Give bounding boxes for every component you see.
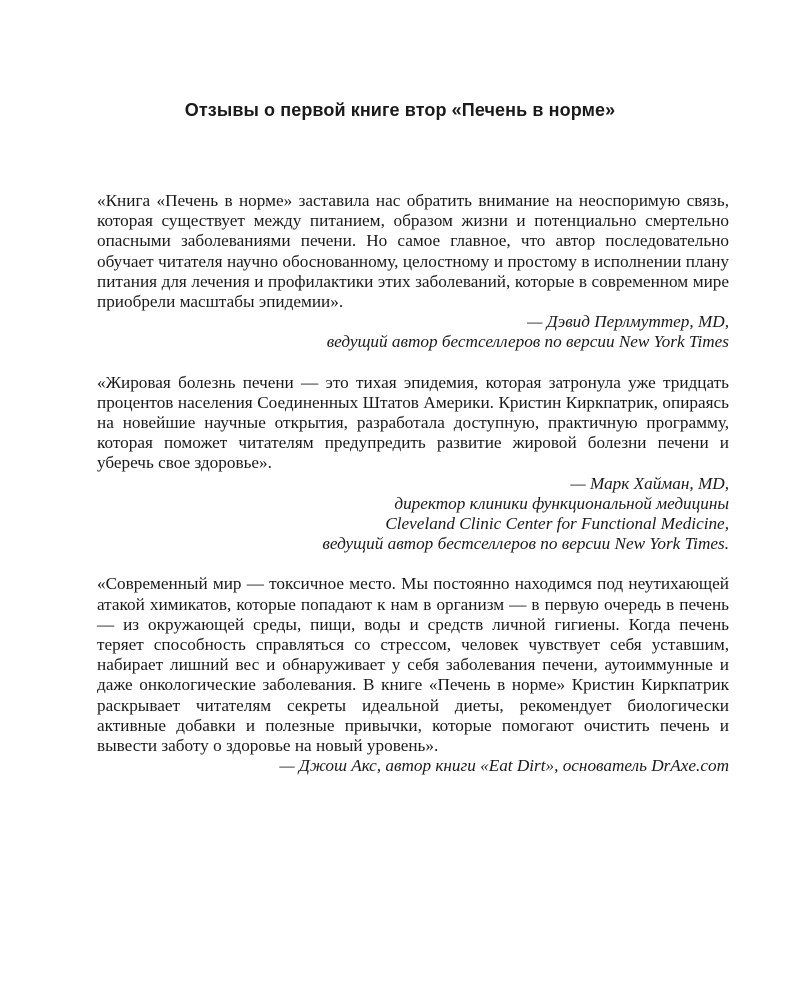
review-attribution xyxy=(97,474,729,555)
review-1 xyxy=(97,191,729,353)
attribution-author: — Дэвид Перлмуттер, MD, xyxy=(527,312,729,332)
attribution-author: — Марк Хайман, MD, xyxy=(570,473,729,493)
attribution-credential: ведущий автор бестселлеров по версии New York Times xyxy=(326,332,729,352)
review-attribution xyxy=(97,312,729,352)
attribution-credential: директор клиники функциональной медицины xyxy=(394,493,729,513)
attribution-credential: ведущий автор бестселлеров по версии New York Times. xyxy=(322,534,729,554)
review-3 xyxy=(97,574,729,776)
reviews-list xyxy=(97,191,729,796)
review-text: «Жировая болезнь печени — это тихая эпидемия, которая затронула уже тридцать процентов населения Соединенных Штатов Америки. Кристин Киркпатрик, опираясь на новейшие научные открытия, разработала доступную, практичную программу, которая поможет читателям предупредить развитие жировой болезни печени и уберечь свое здоровье». xyxy=(97,372,729,473)
attribution-author: — Джош Акс, автор книги «Eat Dirt», основатель DrAxe.com xyxy=(279,756,729,776)
page-title: Отзывы о первой книге втор «Печень в норме» xyxy=(184,100,616,120)
review-2 xyxy=(97,373,729,555)
review-attribution xyxy=(97,756,729,776)
review-text: «Современный мир — токсичное место. Мы постоянно находимся под неутихающей атакой химикатов, которые попадают к нам в организм — в первую очередь в печень — из окружающей среды, пищи, воды и средств личной гигиены. Когда печень теряет способность справляться со стрессом, человек чувствует себя уставшим, набирает лишний вес и обнаруживает у себя заболевания печени, аутоиммунные и даже онкологические заболевания. В книге «Печень в норме» Кристин Киркпатрик раскрывает читателям секреты идеальной диеты, рекомендует биологически активные добавки и полезные привычки, которые помогают очистить печень и вывести заботу о здоровье на новый уровень». xyxy=(97,574,729,756)
attribution-credential: Cleveland Clinic Center for Functional Medicine, xyxy=(385,514,729,534)
review-text: «Книга «Печень в норме» заставила нас обратить внимание на неоспоримую связь, которая существует между питанием, образом жизни и потенциально смертельно опасными заболеваниями печени. Но самое главное, что автор последовательно обучает читателя научно обоснованному, целостному и простому в исполнении плану питания для лечения и профилактики этих заболеваний, которые в современном мире приобрели масштабы эпидемии». xyxy=(97,191,729,312)
